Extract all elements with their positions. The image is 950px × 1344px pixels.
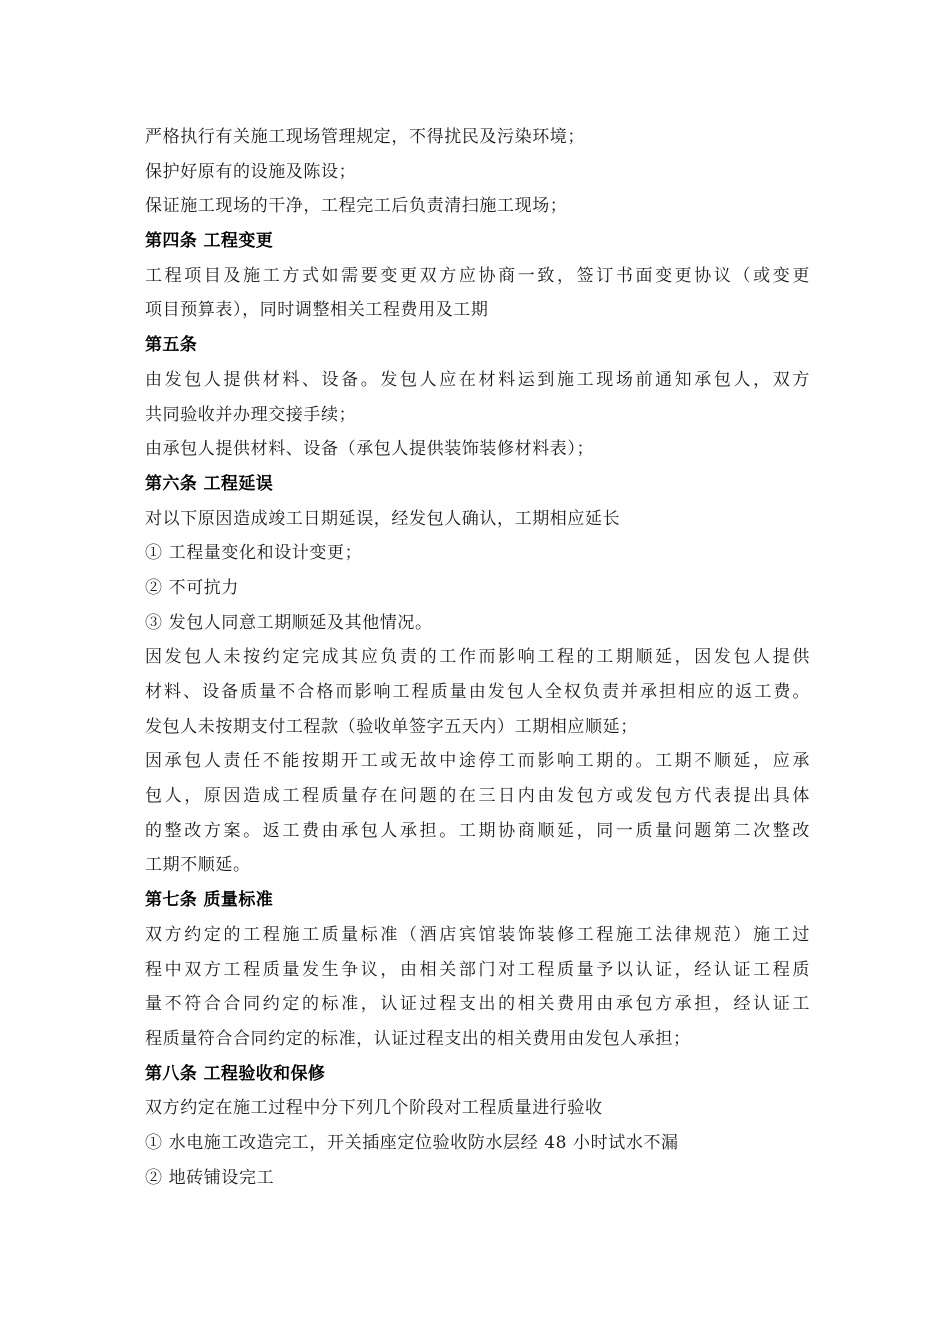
paragraph-line: ① 工程量变化和设计变更； [145, 543, 363, 564]
paragraph-line: ① 水电施工改造完工，开关插座定位验收防水层经 48 小时试水不漏 [145, 1132, 679, 1153]
paragraph-line: 程中双方工程质量发生争议，由相关部门对工程质量予以认证，经认证工程质 [145, 959, 810, 980]
paragraph-line: 项目预算表），同时调整相关工程费用及工期 [145, 300, 489, 321]
paragraph-line: 保证施工现场的干净，工程完工后负责清扫施工现场； [145, 196, 568, 217]
paragraph-line: 工期不顺延。 [145, 855, 251, 876]
paragraph-line: 由发包人提供材料、设备。发包人应在材料运到施工现场前通知承包人，双方 [145, 369, 810, 390]
paragraph-line: 因发包人未按约定完成其应负责的工作而影响工程的工期顺延，因发包人提供 [145, 647, 810, 668]
paragraph-line: 由承包人提供材料、设备（承包人提供装饰装修材料表）； [145, 439, 595, 460]
paragraph-line: ② 地砖铺设完工 [145, 1167, 275, 1188]
paragraph-line: 程质量符合合同约定的标准，认证过程支出的相关费用由发包人承担； [145, 1028, 691, 1049]
paragraph-line: 严格执行有关施工现场管理规定，不得扰民及污染环境； [145, 127, 585, 147]
paragraph-line: 工程项目及施工方式如需要变更双方应协商一致，签订书面变更协议（或变更 [145, 265, 810, 286]
article-heading: 第七条 质量标准 [145, 890, 274, 911]
paragraph-line: 共同验收并办理交接手续； [145, 404, 357, 425]
paragraph-line: ② 不可抗力 [145, 577, 240, 598]
paragraph-line: 材料、设备质量不合格而影响工程质量由发包人全权负责并承担相应的返工费。 [145, 682, 810, 702]
paragraph-line: 保护好原有的设施及陈设； [145, 161, 357, 182]
paragraph-line: 双方约定在施工过程中分下列几个阶段对工程质量进行验收 [145, 1098, 603, 1119]
article-heading: 第四条 工程变更 [145, 231, 274, 252]
paragraph-line: ③ 发包人同意工期顺延及其他情况。 [145, 612, 433, 633]
article-heading: 第六条 工程延误 [145, 473, 274, 494]
paragraph-line: 双方约定的工程施工质量标准（酒店宾馆装饰装修工程施工法律规范）施工过 [145, 924, 810, 945]
paragraph-line: 发包人未按期支付工程款（验收单签字五天内）工期相应顺延； [145, 716, 638, 737]
paragraph-line: 量不符合合同约定的标准，认证过程支出的相关费用由承包方承担，经认证工 [145, 994, 810, 1015]
paragraph-line: 对以下原因造成竣工日期延误，经发包人确认，工期相应延长 [145, 508, 621, 529]
paragraph-line: 的整改方案。返工费由承包人承担。工期协商顺延，同一质量问题第二次整改 [145, 820, 810, 841]
paragraph-line: 包人，原因造成工程质量存在问题的在三日内由发包方或发包方代表提出具体 [145, 786, 810, 807]
document-body [145, 120, 810, 1195]
article-heading: 第八条 工程验收和保修 [145, 1063, 326, 1084]
paragraph-line: 因承包人责任不能按期开工或无故中途停工而影响工期的。工期不顺延，应承 [145, 751, 810, 772]
article-heading: 第五条 [145, 335, 198, 356]
